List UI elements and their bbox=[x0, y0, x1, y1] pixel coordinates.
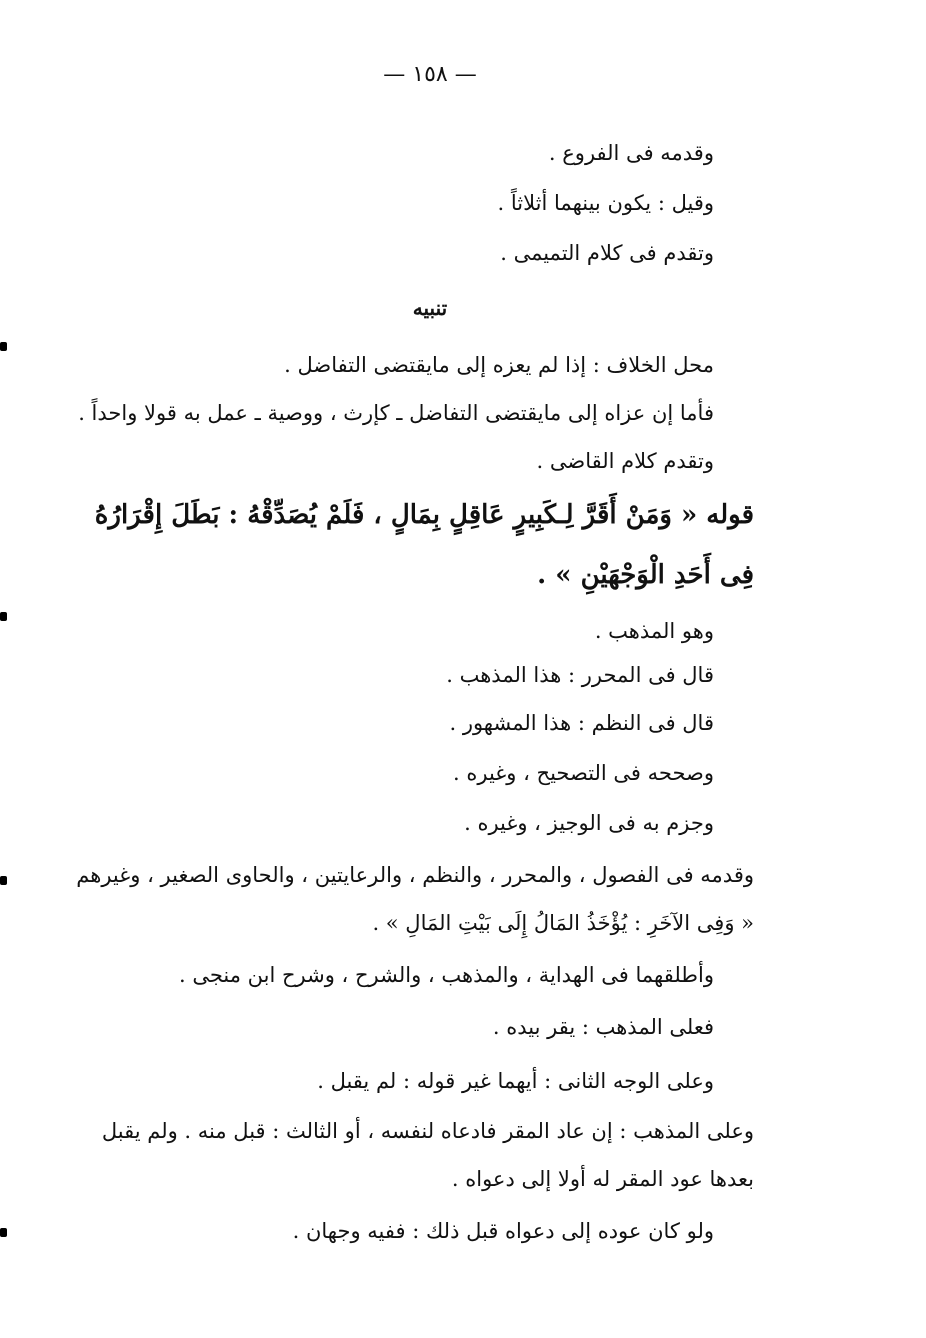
text-line: وصححه فى التصحيح ، وغيره . bbox=[453, 761, 714, 785]
text-line: ولو كان عوده إلى دعواه قبل ذلك : ففيه وجهان . bbox=[292, 1219, 714, 1243]
section-heading: تنبيه bbox=[412, 296, 448, 320]
binding-mark bbox=[0, 612, 7, 621]
text-line: فعلى المذهب : يقر بيده . bbox=[492, 1015, 714, 1039]
text-line: وهو المذهب . bbox=[594, 619, 714, 643]
text-line: وتقدم كلام القاضى . bbox=[536, 449, 714, 473]
text-line: وجزم به فى الوجيز ، وغيره . bbox=[464, 811, 714, 835]
text-line: وقدمه فى الفصول ، والمحرر ، والنظم ، والرعايتين ، والحاوى الصغير ، وغيرهم bbox=[76, 863, 754, 887]
text-line: بعدها عود المقر له أولا إلى دعواه . bbox=[451, 1167, 754, 1191]
text-line: « وَفِى الآخَرِ : يُؤْخَذُ المَالُ إِلَى بَيْتِ المَالِ » . bbox=[372, 911, 754, 935]
text-line: فأما إن عزاه إلى مايقتضى التفاضل ـ كإرث ، ووصية ـ عمل به قولا واحداً . bbox=[78, 401, 714, 425]
text-line: وتقدم فى كلام التميمى . bbox=[500, 241, 714, 265]
text-line: وقدمه فى الفروع . bbox=[548, 141, 714, 165]
text-line: قال فى المحرر : هذا المذهب . bbox=[446, 663, 714, 687]
text-line: وأطلقهما فى الهداية ، والمذهب ، والشرح ، وشرح ابن منجى . bbox=[178, 963, 714, 987]
page-number: — ١٥٨ — bbox=[383, 62, 477, 87]
text-line: وعلى الوجه الثانى : أيهما غير قوله : لم يقبل . bbox=[317, 1069, 714, 1093]
binding-mark bbox=[0, 342, 7, 351]
binding-mark bbox=[0, 876, 7, 885]
text-line: وقيل : يكون بينهما أثلاثاً . bbox=[497, 191, 714, 215]
text-line: وعلى المذهب : إن عاد المقر فادعاه لنفسه ، أو الثالث : قبل منه . ولم يقبل bbox=[101, 1119, 754, 1143]
binding-mark bbox=[0, 1228, 7, 1237]
text-line: قال فى النظم : هذا المشهور . bbox=[449, 711, 714, 735]
quoted-verse-line: فِى أَحَدِ الْوَجْهَيْنِ » . bbox=[537, 560, 754, 590]
quoted-verse-line: قوله « وَمَنْ أَقَرَّ لِـكَبِيرٍ عَاقِلٍ بِمَالٍ ، فَلَمْ يُصَدِّقْهُ : بَطَلَ إِقْرَارُهُ bbox=[94, 500, 754, 530]
text-line: محل الخلاف : إذا لم يعزه إلى مايقتضى التفاضل . bbox=[284, 353, 714, 377]
